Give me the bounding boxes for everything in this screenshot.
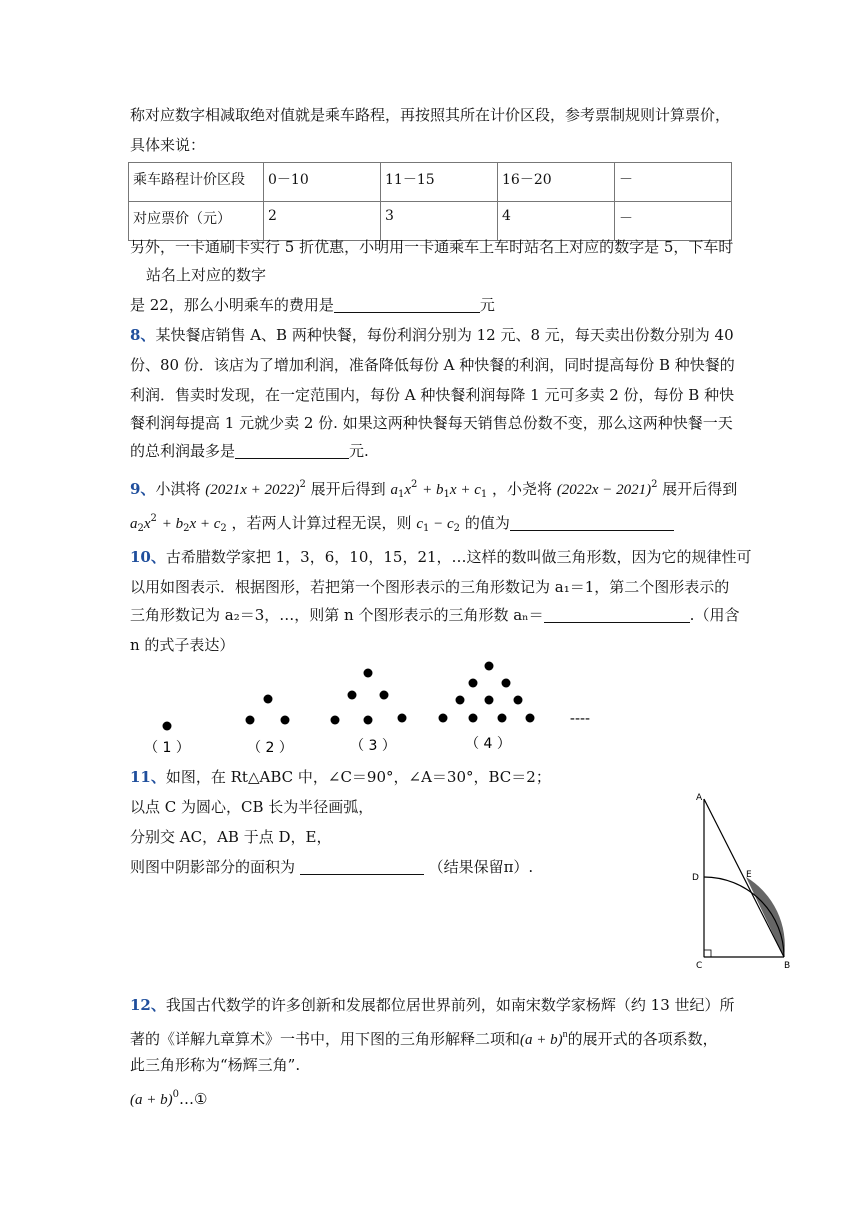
answer-blank[interactable] [235,442,349,459]
question-number: 9、 [130,480,156,498]
q10-line-3: 三角形数记为 a₂＝3，…，则第 n 个图形表示的三角形数 aₙ＝ .（用含 [130,606,740,624]
table-cell: 乘车路程计价区段 [129,163,264,202]
q12-line-4: $(a + b)^0\dots ①$ [130,1089,208,1108]
dot [380,691,389,700]
dot [485,696,494,705]
question-number: 10、 [130,548,166,566]
dot [281,716,290,725]
dot [469,714,478,723]
table-cell: 3 [381,202,498,241]
q11-line-2: 以点 C 为圆心，CB 长为半径画弧， [130,798,374,816]
question-number: 11、 [130,768,166,786]
table-cell: － [615,163,732,202]
dot [264,695,273,704]
dot [439,714,448,723]
table-cell: 对应票价（元） [129,202,264,241]
dot [514,696,523,705]
q8-line-3: 利润．售卖时发现，在一定范围内，每份 A 种快餐利润每降 1 元可多卖 2 份，每份 B 种快 [130,386,735,404]
q11-line-4: 则图中阴影部分的面积为 （结果保留π）. [130,858,534,876]
q10-line-2: 以用如图表示．根据图形，若把第一个图形表示的三角形数记为 a₁＝1，第二个图形表示的 [130,578,730,596]
q8-line-5: 的总利润最多是 元. [130,442,369,460]
table-cell: 4 [498,202,615,241]
figure-label: （ 1 ） [144,740,190,756]
dot [364,716,373,725]
intro-line-2: 具体来说： [130,136,206,154]
dot [469,679,478,688]
q7-line-1: 另外，一卡通刷卡实行 5 折优惠，小明用一卡通乘车上车时站名上对应的数字是 5，下车时 [130,238,734,256]
table-cell: － [615,202,732,241]
question-number: 8、 [130,326,156,344]
answer-blank[interactable] [334,296,480,313]
triangle-geometry-figure [680,790,800,970]
q10-line-1: 10、古希腊数学家把 1，3，6，10，15，21，…这样的数叫做三角形数，因为它的规律性可 [130,548,752,566]
dot [331,716,340,725]
shaded-region [746,877,785,957]
answer-blank[interactable] [300,858,424,875]
q8-line-2: 份、80 份．该店为了增加利润，准备降低每份 A 种快餐的利润，同时提高每份 B 种快餐的 [130,356,735,374]
dot [498,714,507,723]
point-label: D [692,873,699,883]
dot [485,662,494,671]
dot [398,714,407,723]
dot [502,679,511,688]
q12-line-2: 著的《详解九章算术》一书中，用下图的三角形解释二项和$(a + b)^n$的展开式的各项系数， [130,1029,718,1048]
answer-blank[interactable] [544,606,690,623]
intro-line-1: 称对应数字相减取绝对值就是乘车路程，再按照其所在计价区段，参考票制规则计算票价， [130,106,731,124]
dot [364,669,373,678]
figure-label: （ 4 ） [465,736,511,752]
dot [456,696,465,705]
q7-line-3: 是 22，那么小明乘车的费用是 元 [130,296,495,314]
q12-line-1: 12、我国古代数学的许多创新和发展都位居世界前列，如南宋数学家杨辉（约 13 世纪）所 [130,996,735,1014]
q11-line-3: 分别交 AC，AB 于点 D，E， [130,828,332,846]
q11-line-1: 11、如图，在 Rt△ABC 中，∠C＝90°，∠A＝30°，BC＝2； [130,768,551,786]
dot [246,716,255,725]
right-angle-mark [704,950,711,957]
fare-table [128,162,732,241]
figure-label: （ 3 ） [350,738,396,754]
q7-line-2: 站名上对应的数字 [146,266,267,284]
triangular-dots-figure [130,655,600,760]
q12-line-3: 此三角形称为“杨辉三角”. [130,1056,301,1074]
table-cell: 2 [264,202,381,241]
point-label: E [746,870,752,880]
answer-blank[interactable] [510,514,674,531]
table-row [129,163,732,202]
point-label: C [696,961,703,970]
ellipsis: ---- [569,711,591,727]
table-cell: 16－20 [498,163,615,202]
table-cell: 0－10 [264,163,381,202]
q9-line-1: 9、小淇将 $(2021x + 2022)^2$ 展开后得到 $a_1x^2 + b_1x + c_1$ ，小尧将 $(2022x - 2021)^2$ 展开后得到 [130,479,738,500]
q8-line-4: 餐利润每提高 1 元就少卖 2 份. 如果这两种快餐每天销售总份数不变，那么这两种快餐一天 [130,414,733,432]
question-number: 12、 [130,996,166,1014]
dot [163,722,172,731]
dot [526,714,535,723]
table-row [129,202,732,241]
figure-label: （ 2 ） [247,740,293,756]
table-cell: 11－15 [381,163,498,202]
q8-line-1: 8、某快餐店销售 A、B 两种快餐，每份利润分别为 12 元、8 元，每天卖出份数分别为 40 [130,326,734,344]
point-label: A [696,793,703,803]
dot [348,691,357,700]
q10-line-4: n 的式子表达） [130,636,235,654]
point-label: B [784,961,791,970]
q9-line-2: $a_2x^2 + b_2x + c_2$ ，若两人计算过程无误，则 $c_1 - c_2$ 的值为 [130,508,674,540]
